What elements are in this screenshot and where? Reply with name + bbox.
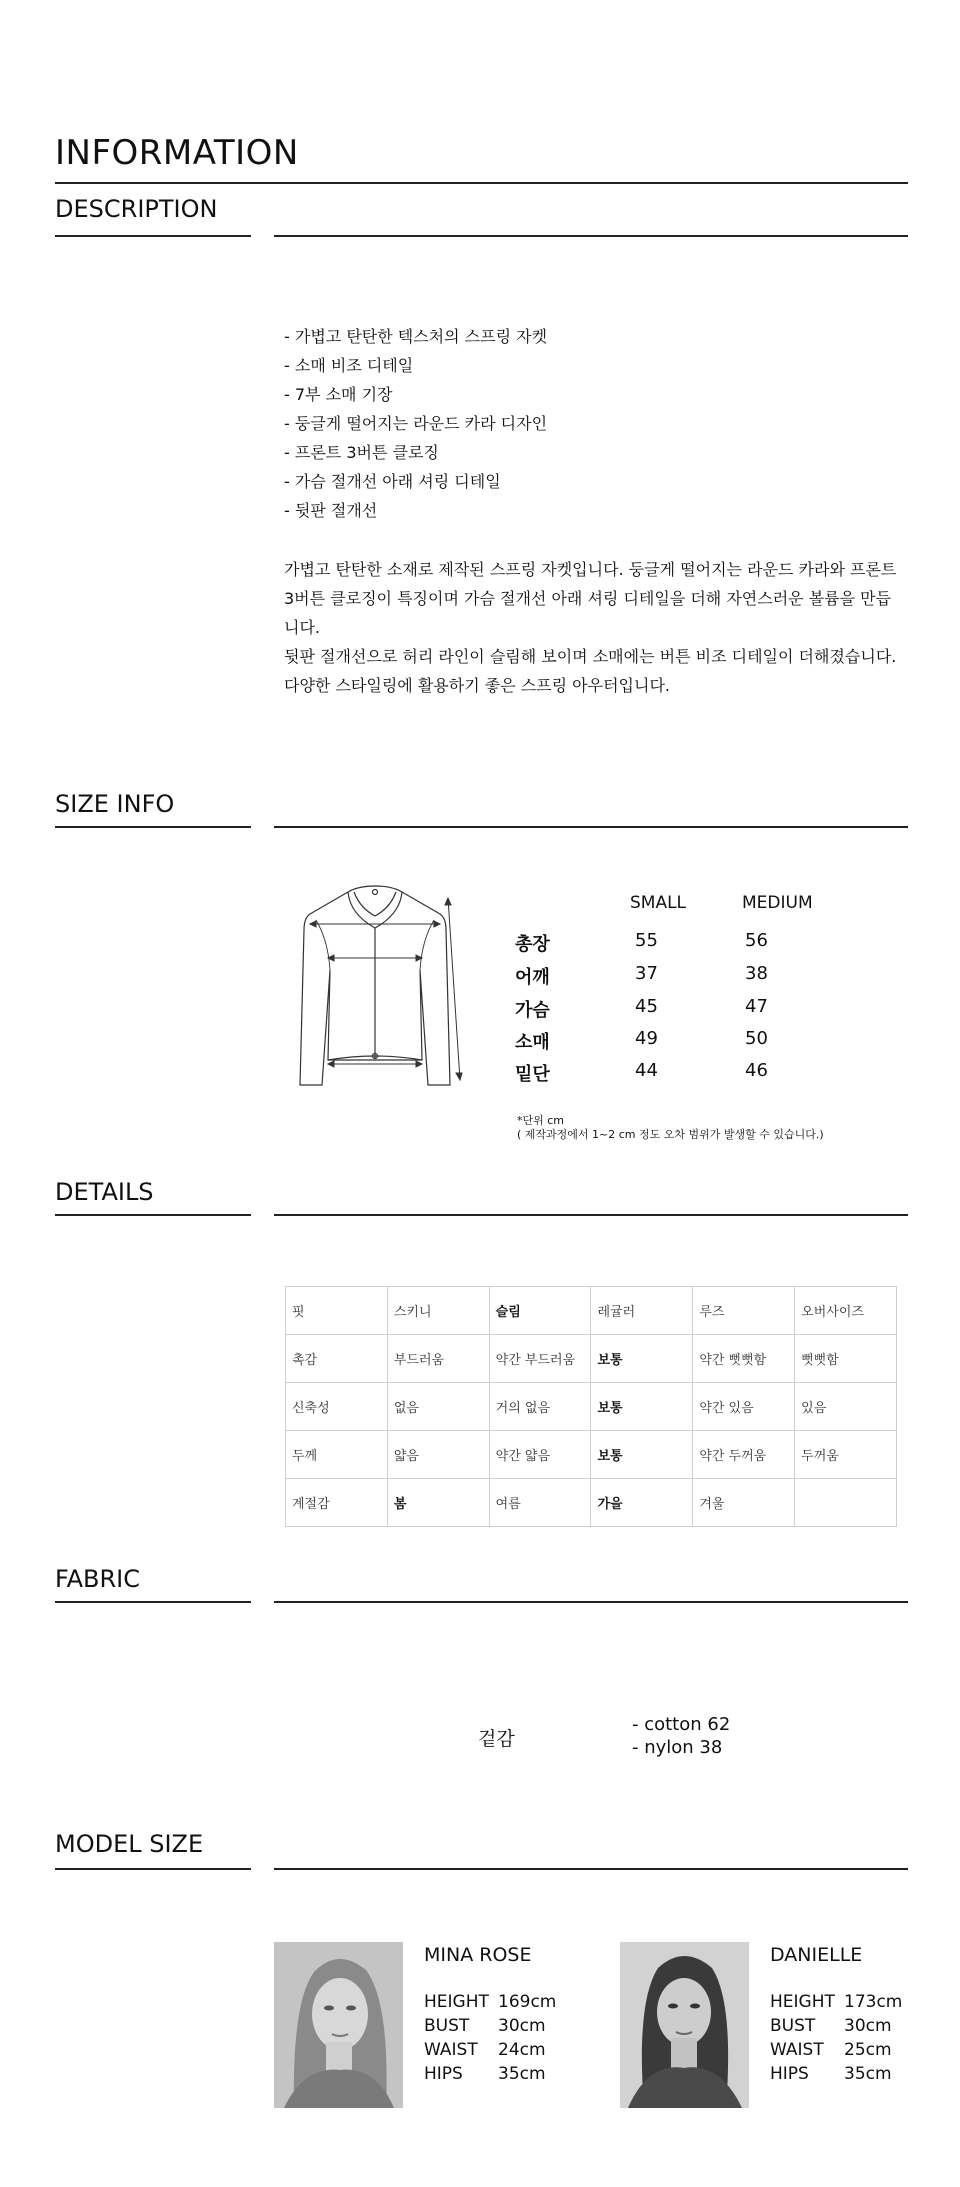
section-title-details: DETAILS	[55, 1178, 154, 1206]
section-divider-left	[55, 1868, 251, 1870]
description-line: 다양한 스타일링에 활용하기 좋은 스프링 아우터입니다.	[284, 676, 671, 695]
details-option-selected: 슬림	[489, 1287, 591, 1335]
details-option	[795, 1479, 897, 1527]
size-row-label: 밑단	[515, 1064, 550, 1085]
details-table	[285, 1286, 897, 1527]
model-stat-row	[424, 2062, 556, 2086]
details-option: 루즈	[693, 1287, 795, 1335]
page-title: INFORMATION	[55, 133, 299, 173]
details-option: 오버사이즈	[795, 1287, 897, 1335]
details-option: 스키니	[387, 1287, 489, 1335]
fabric-item: - cotton 62	[632, 1714, 731, 1735]
details-option: 부드러움	[387, 1335, 489, 1383]
fabric-composition	[632, 1713, 730, 1759]
section-divider-right	[274, 1868, 908, 1870]
stat-value: 24cm	[498, 2040, 546, 2060]
size-value: 38	[745, 963, 768, 984]
model-stats	[424, 1990, 556, 2086]
section-title-description: DESCRIPTION	[55, 195, 218, 223]
section-divider-right	[274, 1214, 908, 1216]
size-row-label: 소매	[515, 1032, 550, 1053]
model-stat-row	[424, 2014, 556, 2038]
details-row-label: 촉감	[286, 1335, 388, 1383]
size-row-label: 총장	[515, 934, 550, 955]
stat-value: 25cm	[844, 2040, 892, 2060]
description-bullet: - 뒷판 절개선	[284, 501, 378, 520]
size-value: 44	[635, 1060, 658, 1081]
model-stat-row	[424, 1990, 556, 2014]
fabric-label: 겉감	[478, 1728, 515, 1750]
stat-key: HIPS	[770, 2064, 809, 2084]
stat-key: HEIGHT	[770, 1992, 835, 2012]
size-value: 55	[635, 930, 658, 951]
details-row	[286, 1335, 897, 1383]
details-option-selected: 가을	[591, 1479, 693, 1527]
details-option: 약간 부드러움	[489, 1335, 591, 1383]
size-value: 56	[745, 930, 768, 951]
description-line: 3버튼 클로징이 특징이며 가슴 절개선 아래 셔링 디테일을 더해 자연스러운 볼륨을 만듭	[284, 589, 892, 608]
description-line: 니다.	[284, 618, 320, 637]
model-photo	[274, 1942, 403, 2108]
description-bullet: - 둥글게 떨어지는 라운드 카라 디자인	[284, 414, 548, 433]
model-stat-row	[770, 2014, 902, 2038]
size-error-note: ( 제작과정에서 1~2 cm 정도 오차 범위가 발생할 수 있습니다.)	[517, 1128, 824, 1141]
section-divider-left	[55, 235, 251, 237]
details-option: 약간 있음	[693, 1383, 795, 1431]
size-row-label: 어깨	[515, 967, 550, 988]
stat-value: 30cm	[844, 2016, 892, 2036]
stat-value: 30cm	[498, 2016, 546, 2036]
description-bullets	[284, 322, 547, 525]
stat-key: HEIGHT	[424, 1992, 489, 2012]
stat-key: WAIST	[424, 2040, 478, 2060]
size-value: 47	[745, 996, 768, 1017]
size-value: 46	[745, 1060, 768, 1081]
size-value: 49	[635, 1028, 658, 1049]
model-name: DANIELLE	[770, 1944, 863, 1966]
details-option: 레귤러	[591, 1287, 693, 1335]
model-portrait-image	[274, 1942, 403, 2108]
fabric-item: - nylon 38	[632, 1737, 723, 1758]
details-row-label: 핏	[286, 1287, 388, 1335]
stat-value: 173cm	[844, 1992, 903, 2012]
size-column-small: SMALL	[630, 893, 687, 913]
model-stat-row	[424, 2038, 556, 2062]
stat-value: 35cm	[844, 2064, 892, 2084]
details-option: 여름	[489, 1479, 591, 1527]
description-bullet: - 7부 소매 기장	[284, 385, 393, 404]
size-row-label: 가슴	[515, 1000, 550, 1021]
details-row-label: 신축성	[286, 1383, 388, 1431]
section-divider-right	[274, 1601, 908, 1603]
section-title-fabric: FABRIC	[55, 1565, 140, 1593]
details-option-selected: 보통	[591, 1335, 693, 1383]
section-divider-left	[55, 1214, 251, 1216]
description-bullet: - 가슴 절개선 아래 셔링 디테일	[284, 472, 501, 491]
stat-value: 169cm	[498, 1992, 557, 2012]
size-unit-note: *단위 cm	[517, 1114, 565, 1127]
section-divider-left	[55, 1601, 251, 1603]
model-stat-row	[770, 2062, 902, 2086]
description-bullet: - 소매 비조 디테일	[284, 356, 414, 375]
title-divider	[55, 182, 908, 184]
details-option: 얇음	[387, 1431, 489, 1479]
details-row-label: 두께	[286, 1431, 388, 1479]
description-paragraph	[284, 555, 904, 700]
model-photo	[620, 1942, 749, 2108]
model-name: MINA ROSE	[424, 1944, 532, 1966]
section-title-size-info: SIZE INFO	[55, 790, 175, 818]
model-stats	[770, 1990, 902, 2086]
jacket-diagram-illustration	[280, 880, 470, 1095]
details-option: 약간 두꺼움	[693, 1431, 795, 1479]
details-option: 뻣뻣함	[795, 1335, 897, 1383]
size-value: 37	[635, 963, 658, 984]
details-option-selected: 보통	[591, 1383, 693, 1431]
details-option-selected: 봄	[387, 1479, 489, 1527]
details-option: 약간 뻣뻣함	[693, 1335, 795, 1383]
details-row	[286, 1287, 897, 1335]
description-line: 뒷판 절개선으로 허리 라인이 슬림해 보이며 소매에는 버튼 비조 디테일이 더해졌습니다.	[284, 647, 897, 666]
section-title-model-size: MODEL SIZE	[55, 1830, 204, 1858]
size-value: 45	[635, 996, 658, 1017]
section-divider-right	[274, 826, 908, 828]
stat-key: HIPS	[424, 2064, 463, 2084]
stat-key: BUST	[770, 2016, 816, 2036]
details-row	[286, 1479, 897, 1527]
details-row	[286, 1431, 897, 1479]
model-stat-row	[770, 2038, 902, 2062]
model-portrait-image	[620, 1942, 749, 2108]
description-bullet: - 가볍고 탄탄한 텍스처의 스프링 자켓	[284, 327, 548, 346]
stat-key: WAIST	[770, 2040, 824, 2060]
details-option: 있음	[795, 1383, 897, 1431]
details-option-selected: 보통	[591, 1431, 693, 1479]
section-divider-right	[274, 235, 908, 237]
details-option: 없음	[387, 1383, 489, 1431]
size-value: 50	[745, 1028, 768, 1049]
details-option: 겨울	[693, 1479, 795, 1527]
description-bullet: - 프론트 3버튼 클로징	[284, 443, 439, 462]
size-column-medium: MEDIUM	[742, 893, 813, 913]
details-option: 두꺼움	[795, 1431, 897, 1479]
description-line: 가볍고 탄탄한 소재로 제작된 스프링 자켓입니다. 둥글게 떨어지는 라운드 카라와 프론트	[284, 560, 897, 579]
stat-value: 35cm	[498, 2064, 546, 2084]
section-divider-left	[55, 826, 251, 828]
model-stat-row	[770, 1990, 902, 2014]
details-row-label: 계절감	[286, 1479, 388, 1527]
stat-key: BUST	[424, 2016, 470, 2036]
details-option: 약간 얇음	[489, 1431, 591, 1479]
details-option: 거의 없음	[489, 1383, 591, 1431]
details-row	[286, 1383, 897, 1431]
